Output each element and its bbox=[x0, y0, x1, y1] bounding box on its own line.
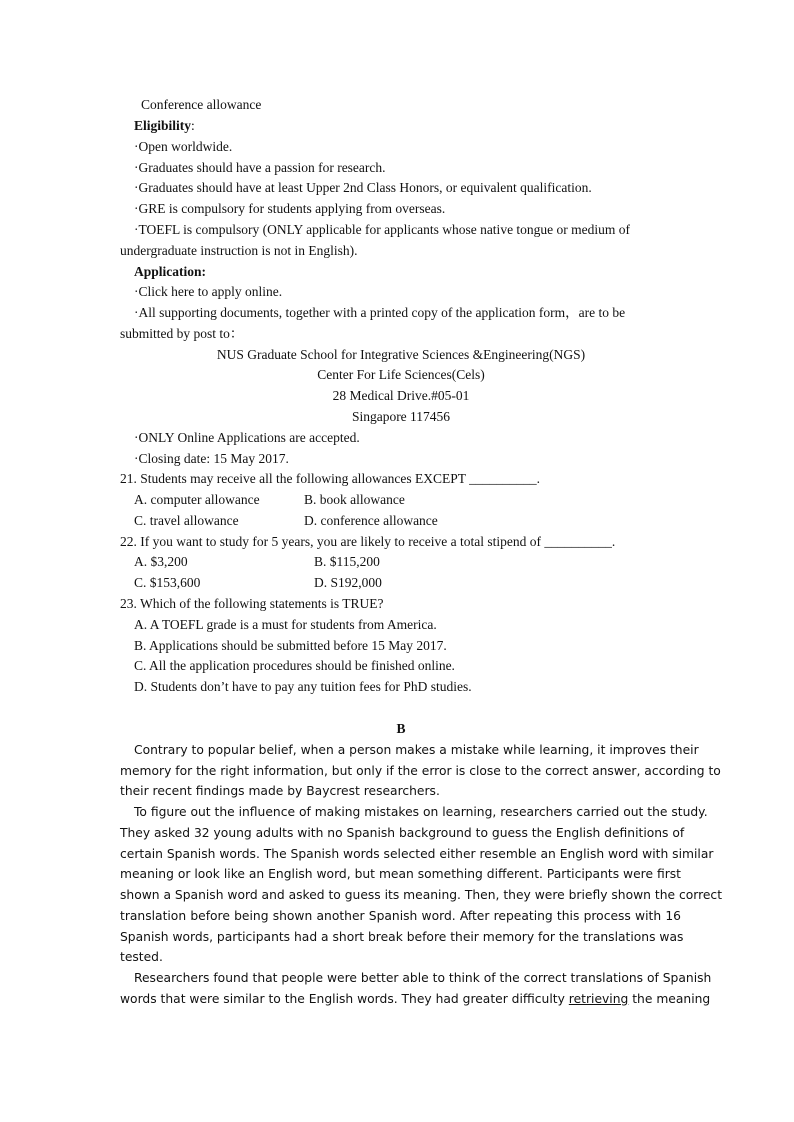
question-21-option-b: B. book allowance bbox=[304, 492, 405, 507]
application-item: ·All supporting documents, together with a printed copy of the application form，are to be bbox=[134, 305, 626, 320]
question-21-stem: 21. Students may receive all the following allowances EXCEPT __________. bbox=[120, 471, 541, 486]
passage-b-line: shown a Spanish word and asked to guess its meaning. Then, they were briefly shown the correct bbox=[120, 888, 723, 902]
passage-b-text: words that were similar to the English words. They had greater difficulty bbox=[120, 992, 565, 1006]
eligibility-heading-label: Eligibility bbox=[134, 118, 192, 133]
eligibility-item: ·GRE is compulsory for students applying from overseas. bbox=[134, 201, 446, 216]
passage-b-line: To figure out the influence of making mistakes on learning, researchers carried out the study. bbox=[134, 805, 708, 819]
eligibility-colon: : bbox=[191, 118, 195, 133]
question-23-option-d: D. Students don’t have to pay any tuition fees for PhD studies. bbox=[134, 679, 472, 694]
eligibility-item-continued: undergraduate instruction is not in English). bbox=[120, 243, 358, 258]
passage-b-line: Researchers found that people were better able to think of the correct translations of Spanish bbox=[134, 971, 712, 985]
question-22-option-d: D. S192,000 bbox=[314, 575, 382, 590]
address-line: 28 Medical Drive.#05-01 bbox=[332, 388, 470, 403]
eligibility-item: ·Open worldwide. bbox=[134, 139, 233, 154]
question-21-option-a: A. computer allowance bbox=[134, 492, 260, 507]
question-22-stem: 22. If you want to study for 5 years, you are likely to receive a total stipend of __________. bbox=[120, 534, 616, 549]
passage-b-text: the meaning bbox=[632, 992, 711, 1006]
passage-b-line: their recent findings made by Baycrest researchers. bbox=[120, 784, 440, 798]
application-item: ·Click here to apply online. bbox=[134, 284, 283, 299]
question-22-option-a: A. $3,200 bbox=[134, 554, 188, 569]
section-b-heading: B bbox=[396, 721, 406, 736]
note-item: ·ONLY Online Applications are accepted. bbox=[134, 430, 360, 445]
conference-allowance-line: Conference allowance bbox=[141, 97, 262, 112]
question-23-option-a: A. A TOEFL grade is a must for students from America. bbox=[134, 617, 437, 632]
passage-b-line: certain Spanish words. The Spanish words selected either resemble an English word with similar bbox=[120, 847, 714, 861]
passage-b-line: Spanish words, participants had a short break before their memory for the translations was bbox=[120, 930, 684, 944]
question-23-option-b: B. Applications should be submitted before 15 May 2017. bbox=[134, 638, 447, 653]
eligibility-item: ·Graduates should have at least Upper 2nd Class Honors, or equivalent qualification. bbox=[134, 180, 592, 195]
eligibility-item: ·Graduates should have a passion for research. bbox=[134, 160, 386, 175]
passage-b-line: tested. bbox=[120, 950, 163, 964]
passage-b-line: Contrary to popular belief, when a person makes a mistake while learning, it improves their bbox=[134, 743, 699, 757]
address-line: NUS Graduate School for Integrative Sciences &Engineering(NGS) bbox=[216, 347, 586, 362]
eligibility-heading bbox=[134, 117, 195, 135]
passage-b-line: memory for the right information, but only if the error is close to the correct answer, according to bbox=[120, 764, 721, 778]
passage-b-line-with-underline bbox=[120, 990, 711, 1008]
passage-b-line: meaning or look like an English word, but mean something different. Participants were first bbox=[120, 867, 681, 881]
passage-b-line: They asked 32 young adults with no Spanish background to guess the English definitions of bbox=[120, 826, 685, 840]
application-heading: Application: bbox=[134, 264, 207, 279]
question-22-option-b: B. $115,200 bbox=[314, 554, 380, 569]
question-21-option-d: D. conference allowance bbox=[304, 513, 438, 528]
question-22-option-c: C. $153,600 bbox=[134, 575, 201, 590]
eligibility-item: ·TOEFL is compulsory (ONLY applicable for applicants whose native tongue or medium of bbox=[134, 222, 631, 237]
question-21-option-c: C. travel allowance bbox=[134, 513, 239, 528]
underlined-word-retrieving: retrieving bbox=[568, 992, 629, 1006]
address-line: Singapore 117456 bbox=[351, 409, 451, 424]
note-item: ·Closing date: 15 May 2017. bbox=[134, 451, 289, 466]
question-23-stem: 23. Which of the following statements is TRUE? bbox=[120, 596, 384, 611]
passage-b-line: translation before being shown another Spanish word. After repeating this process with 16 bbox=[120, 909, 681, 923]
address-line: Center For Life Sciences(Cels) bbox=[317, 367, 485, 382]
question-23-option-c: C. All the application procedures should be finished online. bbox=[134, 658, 455, 673]
application-item-continued: submitted by post to： bbox=[120, 326, 244, 341]
